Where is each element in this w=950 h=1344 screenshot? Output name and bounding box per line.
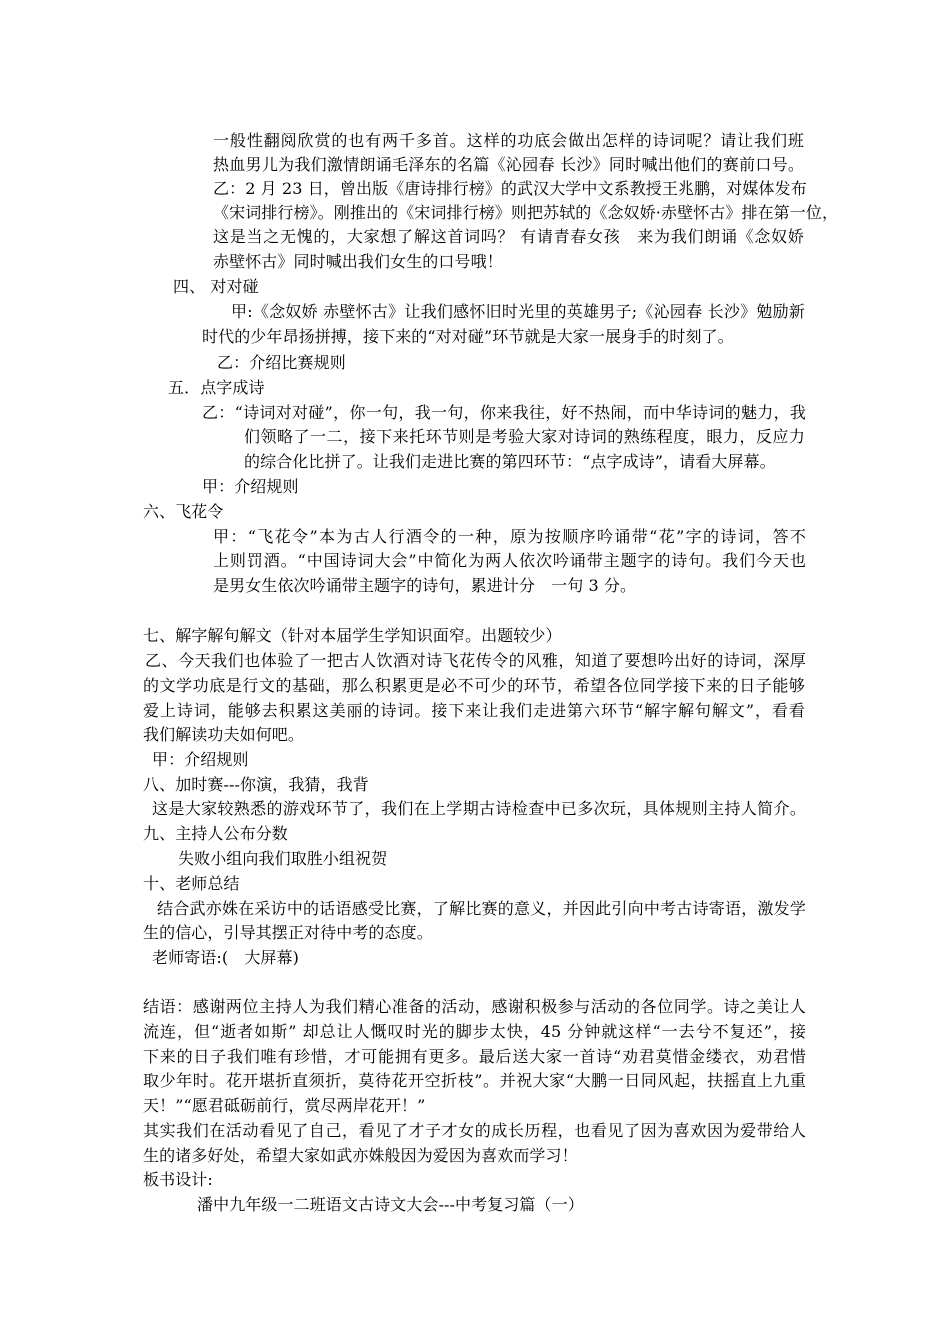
text-line: 的综合化比拼了。让我们走进比赛的第四环节：“点字成诗”，请看大屏幕。 bbox=[244, 452, 776, 471]
section-heading: 九、主持人公布分数 bbox=[143, 824, 288, 843]
text-line: 爱上诗词，能够去积累这美丽的诗词。接下来让我们走进第六环节“解字解句解文”，看看 bbox=[143, 701, 805, 720]
text-line: 流连，但“逝者如斯” 却总让人慨叹时光的脚步太快，45 分钟就这样“一去兮不复还”，接 bbox=[143, 1022, 806, 1041]
section-heading: 八、加时赛---你演，我猜，我背 bbox=[143, 775, 369, 794]
text-line: 乙：介绍比赛规则 bbox=[217, 353, 346, 372]
text-line: 热血男儿为我们激情朗诵毛泽东的名篇《沁园春 长沙》同时喊出他们的赛前口号。 bbox=[213, 155, 804, 174]
text-line: 时代的少年昂扬拼搏，接下来的“对对碰”环节就是大家一展身手的时刻了。 bbox=[202, 327, 734, 346]
text-line: 其实我们在活动看见了自己，看见了才子才女的成长历程，也看见了因为喜欢因为爱带给人 bbox=[143, 1121, 806, 1140]
text-line: 天！”“愿君砥砺前行，赏尽两岸花开！” bbox=[143, 1096, 426, 1115]
text-line: 取少年时。花开堪折直须折，莫待花开空折枝”。并祝大家“大鹏一日同风起，扶摇直上九重 bbox=[143, 1071, 806, 1090]
text-line: 失败小组向我们取胜小组祝贺 bbox=[178, 849, 388, 868]
text-line: 是男女生依次吟诵带主题字的诗句，累进计分 一句 3 分。 bbox=[213, 576, 637, 595]
text-line: 下来的日子我们唯有珍惜，才可能拥有更多。最后送大家一首诗“劝君莫惜金缕衣，劝君惜 bbox=[143, 1047, 806, 1066]
text-line: 这是大家较熟悉的游戏环节了，我们在上学期古诗检查中已多次玩，具体规则主持人简介。 bbox=[152, 799, 806, 818]
section-heading: 四、 对对碰 bbox=[173, 277, 259, 296]
text-line: 赤壁怀古》同时喊出我们女生的口号哦！ bbox=[213, 252, 503, 271]
section-heading: 六、飞花令 bbox=[143, 502, 224, 521]
section-heading: 七、解字解句解文（针对本届学生学知识面窄。出题较少） bbox=[143, 626, 562, 645]
text-line: 《宋词排行榜》。刚推出的《宋词排行榜》则把苏轼的《念奴娇·赤壁怀古》排在第一位， bbox=[213, 203, 839, 222]
text-line: 甲：“飞花令”本为古人行酒令的一种，原为按顺序吟诵带“花”字的诗词，答不 bbox=[213, 527, 806, 546]
text-line: 这是当之无愧的，大家想了解这首词吗？ 有请青春女孩 来为我们朗诵《念奴娇 bbox=[213, 227, 804, 246]
text-line: 结语：感谢两位主持人为我们精心准备的活动，感谢积极参与活动的各位同学。诗之美让人 bbox=[143, 997, 806, 1016]
section-heading: 五．点字成诗 bbox=[168, 378, 265, 397]
text-line: 上则罚酒。“中国诗词大会”中简化为两人依次吟诵带主题字的诗句。我们今天也 bbox=[213, 551, 806, 570]
text-line: 甲：介绍规则 bbox=[152, 750, 249, 769]
text-line: 乙、今天我们也体验了一把古人饮酒对诗飞花传令的风雅，知道了要想吟出好的诗词，深厚 bbox=[145, 651, 806, 670]
text-line: 乙：“诗词对对碰”，你一句，我一句，你来我往，好不热闹，而中华诗词的魅力，我 bbox=[202, 403, 806, 422]
text-line: 甲：介绍规则 bbox=[202, 477, 299, 496]
board-design-title: 潘中九年级一二班语文古诗文大会---中考复习篇（一） bbox=[197, 1195, 584, 1214]
text-line: 我们解读功夫如何吧。 bbox=[143, 725, 305, 744]
text-line: 乙：2 月 23 日，曾出版《唐诗排行榜》的武汉大学中文系教授王兆鹏，对媒体发布 bbox=[213, 179, 807, 198]
text-line: 们领略了一二，接下来托环节则是考验大家对诗词的熟练程度，眼力，反应力 bbox=[244, 427, 805, 446]
text-line: 结合武亦姝在采访中的话语感受比赛，了解比赛的意义，并因此引向中考古诗寄语，激发学 bbox=[157, 899, 806, 918]
text-line: 甲:《念奴娇 赤壁怀古》让我们感怀旧时光里的英雄男子;《沁园春 长沙》勉励新 bbox=[231, 302, 805, 321]
text-line: 板书设计: bbox=[143, 1170, 213, 1189]
text-line: 生的信心，引导其摆正对待中考的态度。 bbox=[143, 923, 433, 942]
text-line: 老师寄语:( 大屏幕) bbox=[152, 948, 299, 967]
text-line: 的文学功底是行文的基础，那么积累更是必不可少的环节，希望各位同学接下来的日子能够 bbox=[143, 676, 805, 695]
text-line: 一般性翻阅欣赏的也有两千多首。这样的功底会做出怎样的诗词呢？请让我们班 bbox=[213, 131, 804, 150]
section-heading: 十、老师总结 bbox=[143, 874, 240, 893]
text-line: 生的诸多好处，希望大家如武亦姝般因为爱因为喜欢而学习！ bbox=[143, 1146, 578, 1165]
